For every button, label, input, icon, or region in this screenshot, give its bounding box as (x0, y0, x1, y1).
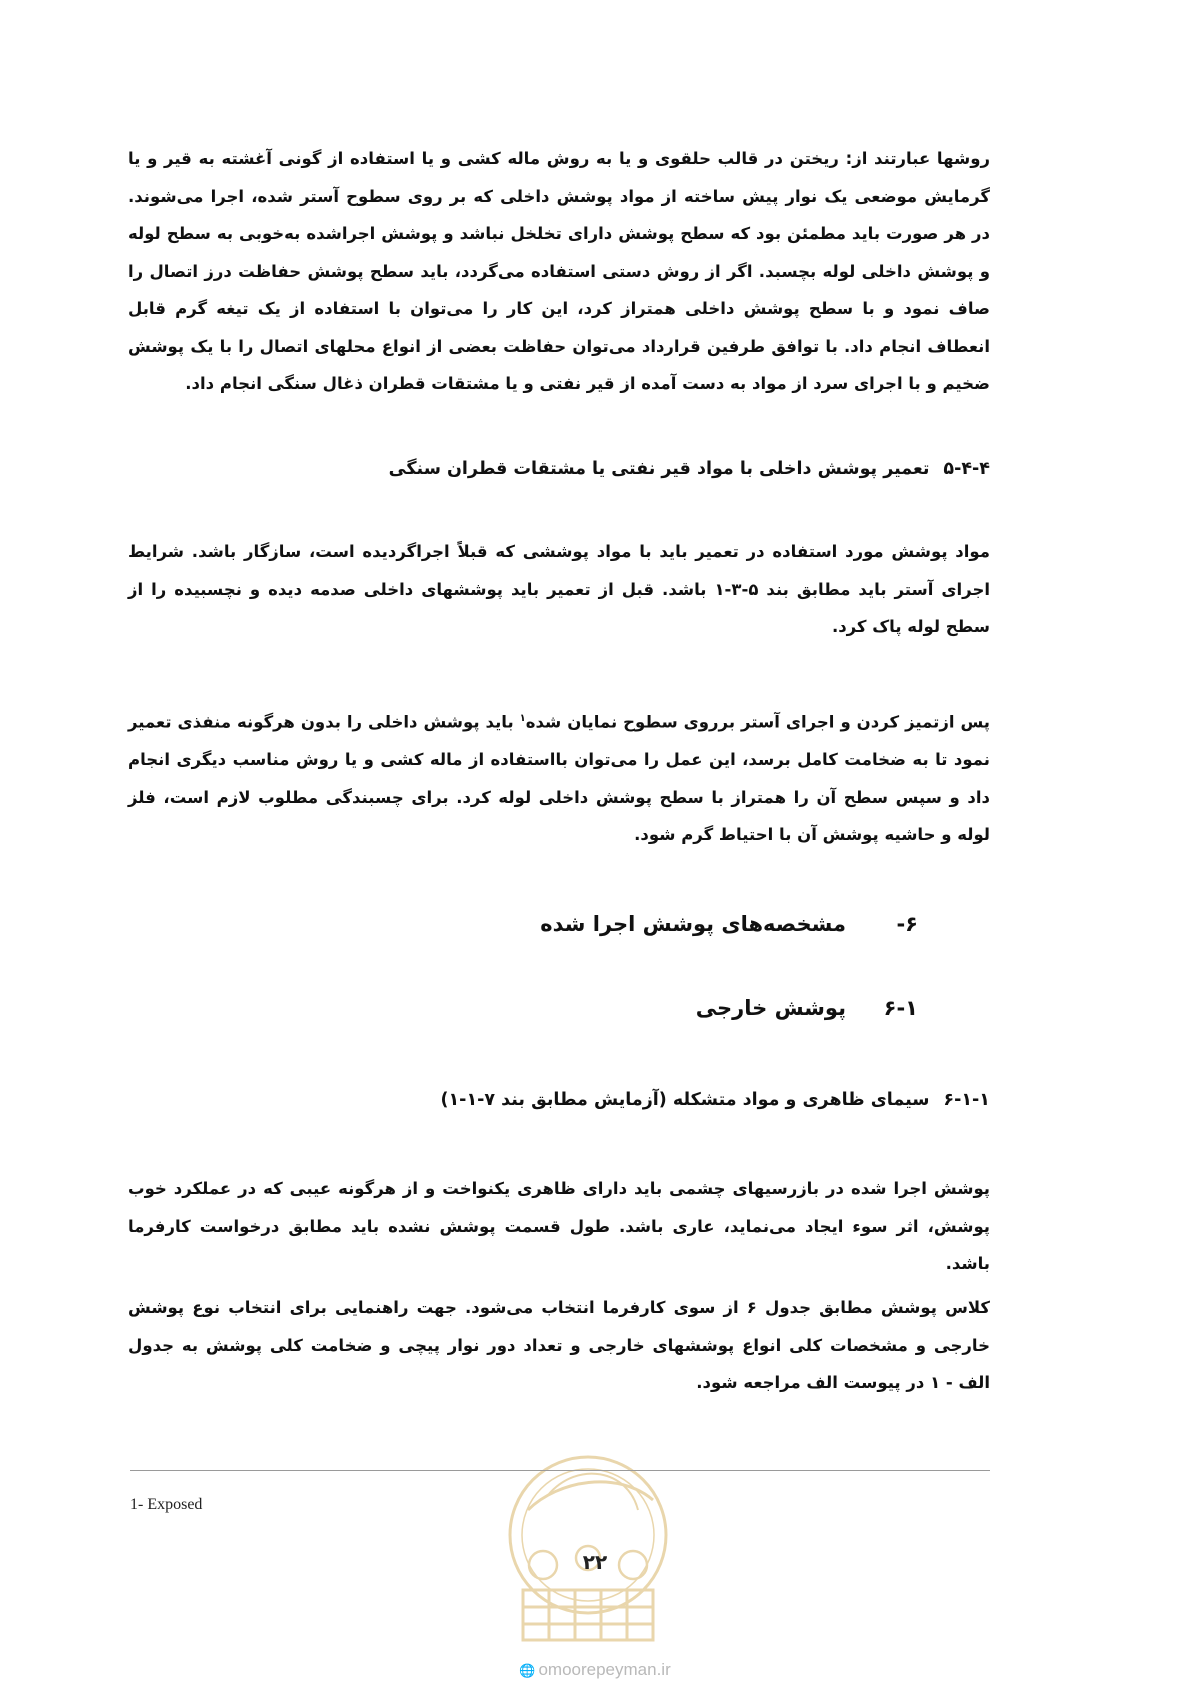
paragraph-3-part-1: پس ازتمیز کردن و اجرای آستر برروی سطوح نمایان شده (525, 712, 990, 732)
heading-text: پوشش خارجی (695, 996, 846, 1020)
heading-6-1-1 (128, 1090, 990, 1110)
footnote: 1- Exposed (130, 1496, 203, 1513)
page-number: ۲۲ (582, 1550, 608, 1574)
paragraph-3-part-2: باید پوشش داخلی را بدون هرگونه منفذی تعمیر نمود تا به ضخامت کامل برسد، این عمل را می‌توان بااستفاده از ماله کشی و یا روش مناسب دیگری انجام داد و سپس سطح آن را همتراز با سطح پوشش داخلی لوله کرد. برای چسبندگی مطلوب لازم است، فلز لوله و حاشیه پوشش آن با احتیاط گرم شود. (128, 712, 990, 844)
heading-5-4-4 (128, 459, 990, 479)
heading-number: ۶-۱ (883, 996, 918, 1020)
globe-icon: 🌐 (519, 1663, 536, 1678)
paragraph-2: مواد پوشش مورد استفاده در تعمیر باید با مواد پوششی که قبلاً اجراگردیده است، سازگار باشد. شرایط اجرای آستر باید مطابق بند ۵-۳-۱ باشد. قبل از تعمیر باید پوششهای داخلی صدمه دیده و نچسبیده را از سطح لوله پاک کرد. (128, 542, 990, 636)
watermark-site-text: omoorepeyman.ir (538, 1660, 671, 1679)
footnote-reference: ۱ (519, 713, 526, 724)
paragraph-3 (128, 700, 990, 854)
heading-text: مشخصه‌های پوشش اجرا شده (540, 912, 846, 936)
heading-6 (56, 912, 918, 936)
paragraph-1: روشها عبارتند از: ریختن در قالب حلقوی و یا به روش ماله کشی و یا استفاده از گونی آغشته به قیر و یا گرمایش موضعی یک نوار پیش ساخته از مواد پوشش داخلی که بر روی سطوح آستر شده، اجرا می‌شوند. در هر صورت باید مطمئن بود که سطح پوشش دارای تخلخل نباشد و پوشش اجراشده به‌خوبی به سطح لوله و پوشش داخلی لوله بچسبد. اگر از روش دستی استفاده می‌گردد، باید سطح پوشش حفاظت درز اتصال را صاف نمود و با سطح پوشش داخلی همتراز کرد، این کار را می‌توان با استفاده از یک تیغه گرم قابل انعطاف انجام داد. با توافق طرفین قرارداد می‌توان حفاظت بعضی از انواع محلهای اتصال را با یک پوشش ضخیم و با اجرای سرد از مواد به دست آمده از قیر نفتی و یا مشتقات قطران ذغال سنگی انجام داد. (128, 149, 990, 393)
heading-number: ۵-۴-۴ (943, 459, 990, 479)
heading-text: سیمای ظاهری و مواد متشکله (آزمایش مطابق بند ۷-۱-۱) (440, 1090, 930, 1110)
paragraph-4: پوشش اجرا شده در بازرسیهای چشمی باید دارای ظاهری یکنواخت و از هرگونه عیبی که در عملکرد خوب پوشش، اثر سوء ایجاد می‌نماید، عاری باشد. طول قسمت پوشش نشده باید مطابق درخواست کارفرما باشد. (128, 1179, 990, 1273)
paragraph-5: کلاس پوشش مطابق جدول ۶ از سوی کارفرما انتخاب می‌شود. جهت راهنمایی برای انتخاب نوع پوشش خارجی و مشخصات کلی انواع پوششهای خارجی و تعداد دور نوار پیچی و ضخامت کلی پوشش به جدول الف - ۱ در پیوست الف مراجعه شود. (128, 1298, 990, 1392)
watermark-site (0, 1660, 1190, 1680)
heading-number: ۶- (896, 912, 918, 936)
footnote-divider (130, 1470, 990, 1471)
watermark-logo-icon (488, 1440, 688, 1650)
heading-6-1 (56, 996, 918, 1020)
heading-text: تعمیر پوشش داخلی با مواد قیر نفتی یا مشتقات قطران سنگی (388, 459, 930, 479)
heading-number: ۶-۱-۱ (943, 1090, 990, 1110)
